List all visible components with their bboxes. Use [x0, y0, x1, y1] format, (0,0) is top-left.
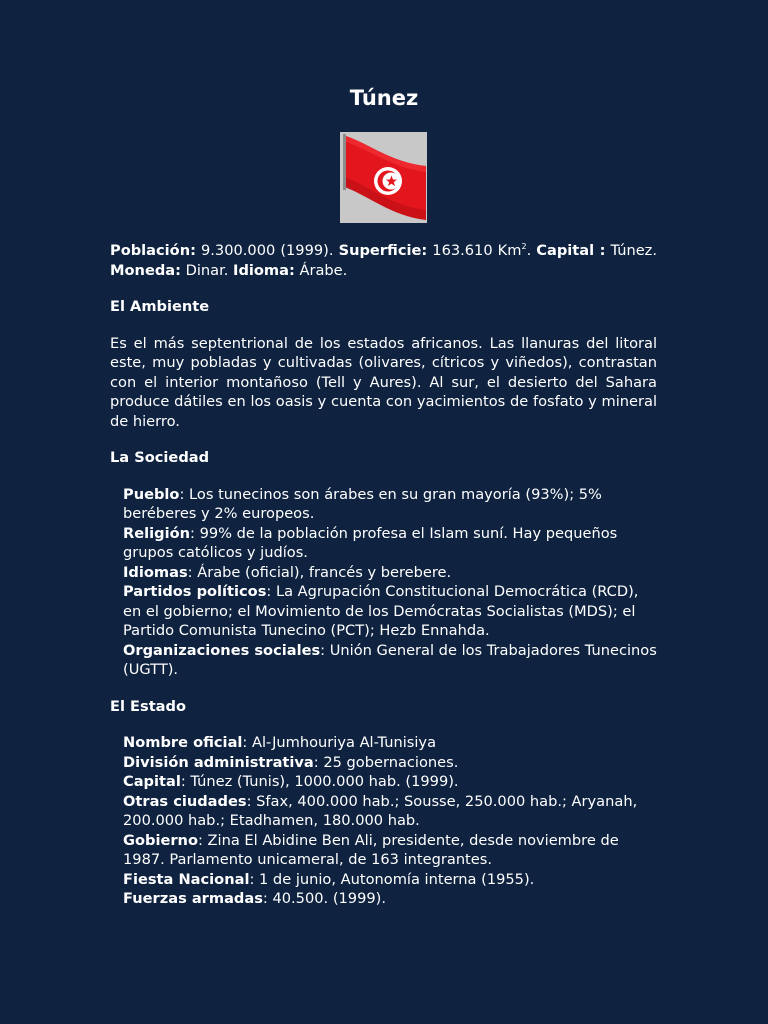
item-label: Fiesta Nacional [123, 870, 250, 888]
item-text: : Sfax, 400.000 hab.; Sousse, 250.000 hab.; Aryanah, 200.000 hab.; Etadhamen, 180.000 hab. [123, 792, 638, 829]
item-text: : 40.500. (1999). [262, 890, 386, 907]
flag-image [340, 132, 427, 223]
moneda-value: Dinar. [180, 261, 234, 279]
section-heading-sociedad: La Sociedad [110, 449, 210, 466]
item-text: : La Agrupación Constitucional Democrática (RCD), en el gobierno; el Movimiento de los Demócratas Socialistas (MDS); el Partido Comunista Tunecino (PCT); Hezb Ennahda. [123, 583, 639, 639]
sociedad-list [110, 485, 657, 680]
summary-paragraph [110, 241, 657, 280]
item-text: : Los tunecinos son árabes en su gran mayoría (93%); 5% beréberes y 2% europeos. [123, 485, 602, 522]
item-text: : Unión General de los Trabajadores Tunecinos (UGTT). [123, 641, 657, 678]
list-item [123, 889, 657, 909]
list-item [123, 733, 657, 753]
section-heading-ambiente: El Ambiente [110, 298, 210, 315]
item-label: Religión [123, 524, 191, 542]
section-heading-estado: El Estado [110, 697, 187, 715]
list-item [123, 792, 657, 831]
superficie-value: 163.610 Km [427, 242, 522, 259]
superficie-superscript: 2 [521, 242, 527, 251]
superficie-end: . [526, 242, 537, 259]
list-item [123, 831, 657, 870]
capital-label: Capital : [536, 242, 606, 259]
item-text: : Túnez (Tunis), 1000.000 hab. (1999). [180, 773, 459, 790]
list-item [123, 772, 657, 792]
list-item [123, 524, 657, 563]
page-title: Túnez [349, 86, 419, 110]
poblacion-label: Población: [110, 242, 196, 259]
item-text: : Árabe (oficial), francés y berebere. [187, 563, 452, 581]
list-item [123, 753, 657, 773]
estado-list [110, 733, 657, 909]
item-label: Pueblo [123, 485, 180, 503]
idioma-label: Idioma: [233, 261, 295, 279]
moneda-label: Moneda: [110, 261, 181, 279]
item-text: : 99% de la población profesa el Islam suní. Hay pequeños grupos católicos y judíos. [123, 524, 618, 561]
poblacion-value: 9.300.000 (1999). [195, 242, 339, 259]
item-label: Partidos políticos [123, 583, 267, 600]
item-label: Gobierno [123, 831, 198, 849]
item-label: Fuerzas armadas [123, 890, 263, 907]
item-text: : Al-Jumhouriya Al-Tunisiya [242, 734, 437, 751]
capital-value: Túnez. [605, 242, 657, 259]
item-label: Idiomas [123, 563, 188, 581]
item-label: Organizaciones sociales [123, 641, 321, 659]
list-item [123, 563, 657, 583]
list-item [123, 485, 657, 524]
item-label: Otras ciudades [123, 792, 247, 810]
list-item [123, 641, 657, 680]
item-text: : 1 de junio, Autonomía interna (1955). [249, 870, 535, 888]
article-body [110, 241, 657, 909]
idioma-value: Árabe. [294, 261, 348, 279]
list-item [123, 870, 657, 890]
tunisia-flag-icon [340, 132, 427, 223]
item-label: Capital [123, 773, 181, 790]
item-text: : Zina El Abidine Ben Ali, presidente, desde noviembre de 1987. Parlamento unicameral, de 163 integrantes. [123, 831, 619, 868]
superficie-label: Superficie: [338, 242, 428, 259]
item-label: División administrativa [123, 753, 314, 771]
item-label: Nombre oficial [123, 734, 243, 751]
ambiente-paragraph: Es el más septentrional de los estados africanos. Las llanuras del litoral este, muy pobladas y cultivadas (olivares, cítricos y viñedos), contrastan con el interior montañoso (Tell y Aures). Al sur, el desierto del Sahara produce dátiles en los oasis y cuenta con yacimientos de fosfato y mineral de hierro. [110, 334, 657, 430]
item-text: : 25 gobernaciones. [313, 753, 459, 771]
list-item [123, 582, 657, 641]
